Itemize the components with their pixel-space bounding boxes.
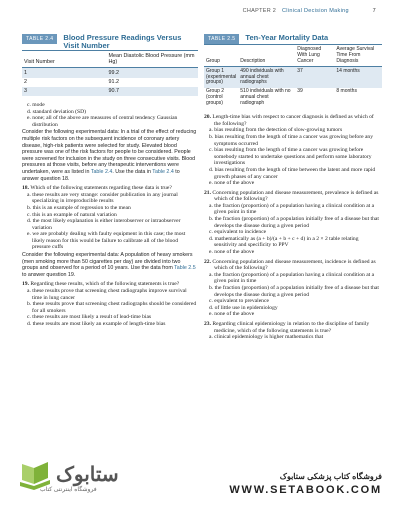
table-cell: 3 xyxy=(22,87,106,96)
logo-wordmark: ستابوک xyxy=(56,464,119,486)
option: d. bias resulting from the length of time between the latent and more rapid growth phases of any cancer xyxy=(209,166,376,180)
option: c. equivalent to prevalence xyxy=(209,298,269,305)
option: a. the fraction (proportion) of a population having a clinical condition at a given point in time xyxy=(209,271,375,285)
question-number: 22. xyxy=(204,258,211,265)
case-paragraph-1 xyxy=(22,129,198,182)
option: e. none of the above xyxy=(209,249,255,256)
table-cell: 2 xyxy=(22,78,106,87)
option: a. these results are very strange: consider publication in any journal specializing in irreproducible results xyxy=(27,191,178,205)
setabook-logo xyxy=(18,460,119,493)
option: c. this is an example of natural variation xyxy=(27,211,117,218)
table-2-5-header xyxy=(204,34,382,45)
table-row xyxy=(22,78,198,87)
case-paragraph-2 xyxy=(22,252,198,278)
table-2-4-header xyxy=(22,34,198,51)
running-head xyxy=(243,8,376,14)
column-header: Diagnosed With Lung Cancer xyxy=(295,45,334,67)
option: a. the fraction (proportion) of a population having a clinical condition at a given point in time xyxy=(209,202,375,216)
option: d. of little use in epidemiology xyxy=(209,304,278,311)
option: c. equivalent to incidence xyxy=(209,229,267,236)
footer-band xyxy=(0,452,400,512)
table-link[interactable]: Table 2.4 xyxy=(90,168,113,175)
shop-url[interactable]: WWW.SETABOOK.COM xyxy=(229,484,382,496)
question-text: Concerning population and disease measurement, prevalence is defined as which of the following? xyxy=(212,189,379,203)
table-tag: TABLE 2.4 xyxy=(22,34,57,44)
option: a. these results prove that screening chest radiographs improve survival time in lung cancer xyxy=(27,288,187,301)
option: a. clinical epidemiology is higher mathematics that xyxy=(209,334,324,341)
column-header: Mean Diastolic Blood Pressure (mm Hg) xyxy=(106,51,198,68)
option: b. bias resulting from the length of time a cancer was growing before any symptoms occurred xyxy=(209,133,374,147)
option: e. none of the above xyxy=(209,311,255,318)
table-2-5 xyxy=(204,45,382,108)
question-text: Regarding these results, which of the following statements is true? xyxy=(30,281,180,288)
question-text: Regarding clinical epidemiology in relation to the discipline of family medicine, which of the following statements is true? xyxy=(212,320,370,334)
question-text: Concerning population and disease measurement, incidence is defined as which of the following? xyxy=(212,258,376,272)
question-text: Length-time bias with respect to cancer diagnosis is defined as which of the following? xyxy=(212,114,374,127)
case-text: . Use the data in xyxy=(112,168,151,175)
table-link[interactable]: Table 2.5 xyxy=(174,265,196,272)
table-cell: Group 1 (experimental groups) xyxy=(204,67,238,88)
option: b. this is an example of regression to the mean xyxy=(27,204,131,211)
column-header: Visit Number xyxy=(22,51,106,68)
table-tag: TABLE 2.5 xyxy=(204,34,239,44)
right-column xyxy=(204,34,382,341)
case-text: to answer question 18. xyxy=(22,168,180,182)
option: e. none of the above xyxy=(209,180,255,187)
table-cell: Group 2 (control groups) xyxy=(204,88,238,108)
question-number: 19. xyxy=(22,281,29,288)
shop-name: فروشگاه کتاب پزشکی ستابوک xyxy=(279,472,382,481)
table-title: Blood Pressure Readings Versus Visit Number xyxy=(63,33,182,50)
chapter-label: CHAPTER 2 xyxy=(242,8,277,14)
option: d. standard deviation (SD) xyxy=(27,108,87,115)
table-2-4 xyxy=(22,51,198,96)
column-header: Group xyxy=(204,45,238,67)
question-22 xyxy=(204,259,382,272)
question-23 xyxy=(204,321,382,334)
table-cell: 490 individuals with annual chest radiographs xyxy=(238,67,295,88)
option: b. the fraction (proportion) of a population initially free of a disease but that develops the disease during a given period xyxy=(209,285,379,298)
column-header: Description xyxy=(238,45,295,67)
case-text: to answer question 19. xyxy=(22,271,76,278)
table-row xyxy=(204,67,382,88)
table-row xyxy=(204,88,382,108)
option: d. the most likely explanation is either interobserver or intraobserver variation xyxy=(27,218,181,231)
table-cell: 90.7 xyxy=(106,87,198,96)
question-18 xyxy=(22,185,198,192)
option: d. mathematically as (a + b)/(a + b + c + d) in a 2 × 2 table relating sensitivity and specificity to PPV xyxy=(209,235,359,249)
table-cell: 39 xyxy=(295,88,334,108)
case-text: Consider the following experimental data: A population of heavy smokers (men smoking more than 50 cigarettes per day) are divided into two groups and observed for a period of 10 years. Use the data from xyxy=(22,252,193,272)
option: c. these results are most likely a result of lead-time bias xyxy=(27,314,152,321)
question-number: 18. xyxy=(22,185,29,192)
table-cell: 1 xyxy=(22,68,106,78)
table-cell: 37 xyxy=(295,67,334,88)
case-text: Consider the following experimental data: In a trial of the effect of reducing multiple risk factors on the subsequent incidence of coronary artery disease, high-risk patients were selected for study. Elevated blood pressure was one of the risk factors for people to be considered. People were screened for inclusion in the study on three consecutive visits. Blood pressures at those visits, before any therapeutic interventions were undertaken, were as listed in xyxy=(22,129,197,175)
table-cell: 99.2 xyxy=(106,68,198,78)
table-row xyxy=(22,87,198,96)
logo-subtitle: فروشگاه اینترنتی کتاب xyxy=(40,487,97,493)
table-cell: 14 months xyxy=(334,67,382,88)
table-link[interactable]: Table 2.4 xyxy=(152,168,174,175)
question-text: Which of the following statements regarding these data is true? xyxy=(30,185,172,192)
question-number: 20. xyxy=(204,114,211,121)
option: c. mode xyxy=(27,102,45,109)
question-21 xyxy=(204,190,382,203)
left-column xyxy=(22,34,198,328)
table-title: Ten-Year Mortality Data xyxy=(245,33,329,42)
table-cell: 8 months xyxy=(334,88,382,108)
option: e. none; all of the above are measures of central tendency Gaussian distribution xyxy=(27,115,178,128)
question-20 xyxy=(204,114,382,127)
column-header: Average Survival Time From Diagnosis xyxy=(334,45,382,67)
option: b. the fraction (proportion) of a population initially free of a disease but that develops the disease during a given period xyxy=(209,216,379,229)
table-row xyxy=(22,68,198,78)
option: c. bias resulting from the length of time a cancer was growing before somebody started to undertake questions and perform some laboratory investigations xyxy=(209,147,372,167)
question-number: 21. xyxy=(204,189,211,196)
table-cell: 91.2 xyxy=(106,78,198,87)
question-number: 23. xyxy=(204,320,211,327)
chapter-title: Clinical Decision Making xyxy=(282,8,349,14)
option: d. these results are most likely an example of length-time bias xyxy=(27,321,166,328)
table-cell: 510 individuals with no annual chest radiograph xyxy=(238,88,295,108)
option: a. bias resulting from the detection of slow-growing tumors xyxy=(209,127,343,134)
question-19 xyxy=(22,281,198,288)
page-number: 7 xyxy=(372,8,376,14)
option: e. we are probably dealing with faulty equipment in this case; the most likely reason for this would be failure to calibrate all of the blood pressure cuffs xyxy=(27,231,186,251)
option: b. these results prove that screening chest radiographs should be considered for all smokers xyxy=(27,301,197,314)
